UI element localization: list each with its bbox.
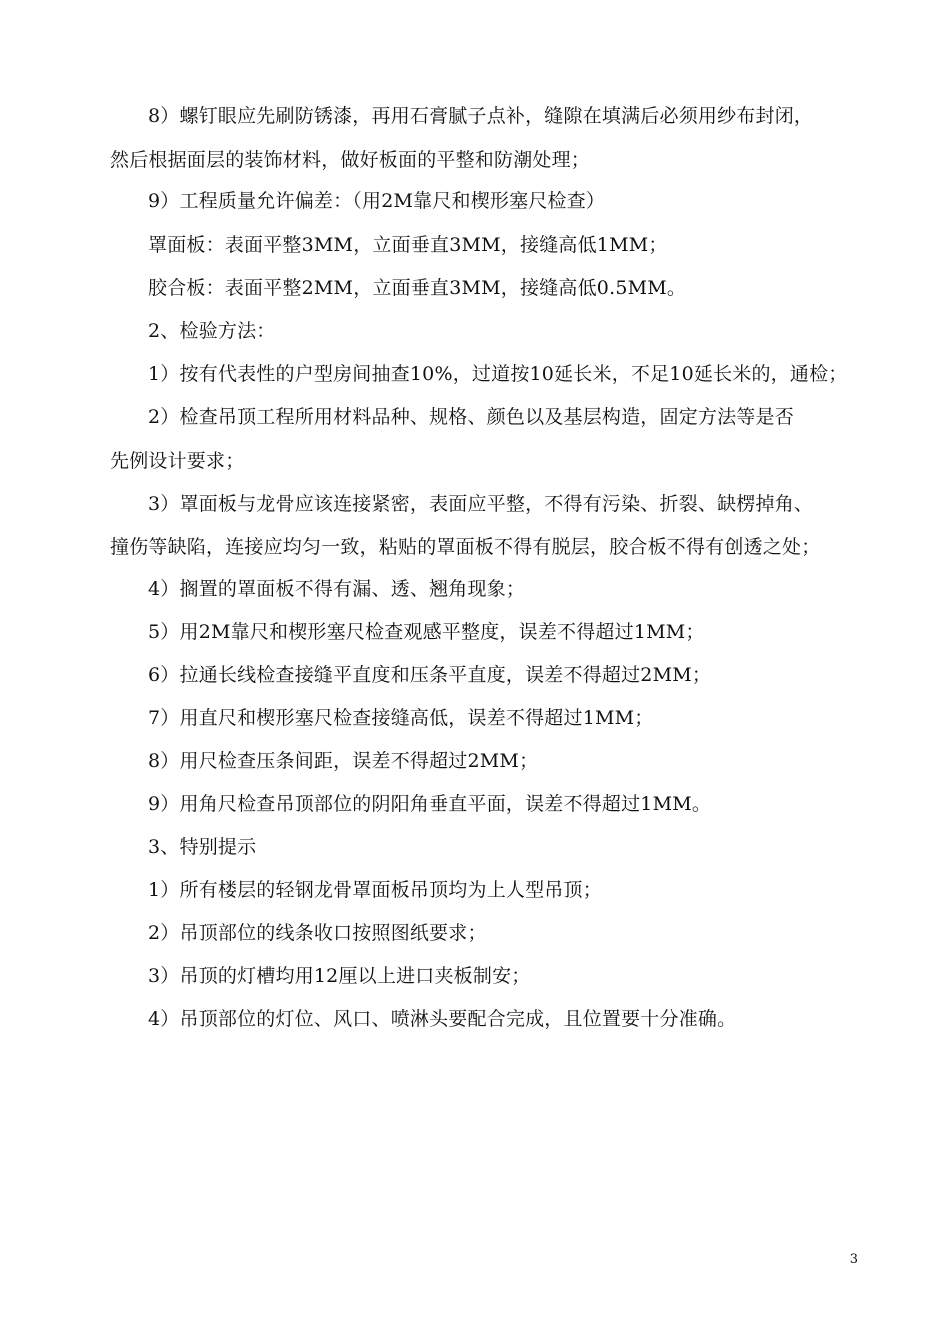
- paragraph-line: 2）吊顶部位的线条收口按照图纸要求；: [148, 922, 487, 944]
- paragraph-line: 5）用2M靠尺和楔形塞尺检查观感平整度，误差不得超过1MM；: [148, 621, 705, 643]
- paragraph-line: 2）检查吊顶工程所用材料品种、规格、颜色以及基层构造，固定方法等是否: [148, 406, 794, 428]
- section-heading: 3、特别提示: [148, 836, 257, 858]
- paragraph-line: 先例设计要求；: [110, 450, 245, 472]
- paragraph-line: 6）拉通长线检查接缝平直度和压条平直度，误差不得超过2MM；: [148, 664, 712, 686]
- paragraph-line: 9）用角尺检查吊顶部位的阴阳角垂直平面，误差不得超过1MM。: [148, 793, 712, 815]
- paragraph-line: 撞伤等缺陷，连接应均匀一致，粘贴的罩面板不得有脱层，胶合板不得有创透之处；: [110, 536, 821, 558]
- paragraph-line: 3）罩面板与龙骨应该连接紧密，表面应平整，不得有污染、折裂、缺楞掉角、: [148, 493, 814, 515]
- paragraph-line: 1）所有楼层的轻钢龙骨罩面板吊顶均为上人型吊顶；: [148, 879, 602, 901]
- paragraph-line: 3）吊顶的灯槽均用12厘以上进口夹板制安；: [148, 965, 531, 987]
- paragraph-line: 4）吊顶部位的灯位、风口、喷淋头要配合完成，且位置要十分准确。: [148, 1008, 737, 1030]
- paragraph-line: 9）工程质量允许偏差：（用2M靠尺和楔形塞尺检查）: [148, 190, 606, 212]
- paragraph-line: 4）搁置的罩面板不得有漏、透、翘角现象；: [148, 578, 526, 600]
- paragraph-line: 8）螺钉眼应先刷防锈漆，再用石膏腻子点补，缝隙在填满后必须用纱布封闭，: [148, 105, 814, 127]
- paragraph-line: 1）按有代表性的户型房间抽查10%，过道按10延长米，不足10延长米的，通检；: [148, 363, 848, 385]
- page-number: 3: [849, 1252, 858, 1267]
- paragraph-line: 然后根据面层的装饰材料，做好板面的平整和防潮处理；: [110, 149, 591, 171]
- paragraph-line: 8）用尺检查压条间距，误差不得超过2MM；: [148, 750, 539, 772]
- paragraph-line: 胶合板：表面平整2MM，立面垂直3MM，接缝高低0.5MM。: [148, 277, 687, 299]
- section-heading: 2、检验方法：: [148, 320, 276, 342]
- paragraph-line: 7）用直尺和楔形塞尺检查接缝高低，误差不得超过1MM；: [148, 707, 654, 729]
- paragraph-line: 罩面板：表面平整3MM，立面垂直3MM，接缝高低1MM；: [148, 234, 668, 256]
